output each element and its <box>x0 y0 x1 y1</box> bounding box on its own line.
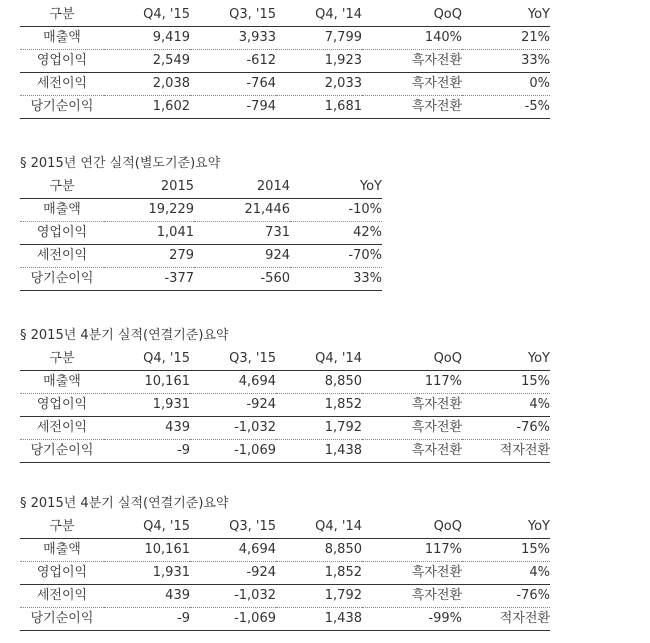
table-row <box>20 96 550 119</box>
cell: -70% <box>290 245 382 268</box>
row-label: 당기순이익 <box>20 268 104 291</box>
table-header-row <box>20 176 382 199</box>
cell: 흑자전환 <box>362 585 462 608</box>
cell: 4,694 <box>190 539 276 562</box>
table-header-row <box>20 348 550 371</box>
header-cell: 2014 <box>194 176 290 199</box>
cell: -76% <box>462 417 550 440</box>
cell: 2,549 <box>104 50 190 73</box>
cell: 흑자전환 <box>362 440 462 463</box>
table-row <box>20 440 550 463</box>
table-row <box>20 371 550 394</box>
cell: -1,032 <box>190 585 276 608</box>
cell: -10% <box>290 199 382 222</box>
cell: -560 <box>194 268 290 291</box>
row-label: 매출액 <box>20 539 104 562</box>
header-cell: 구분 <box>20 348 104 371</box>
cell: 0% <box>462 73 550 96</box>
cell: 1,438 <box>276 440 362 463</box>
cell: 4% <box>462 394 550 417</box>
cell: 10,161 <box>104 539 190 562</box>
cell: 1,438 <box>276 608 362 631</box>
cell: 1,923 <box>276 50 362 73</box>
cell: -1,032 <box>190 417 276 440</box>
cell: 117% <box>362 539 462 562</box>
header-cell: Q3, '15 <box>190 4 276 27</box>
cell: 3,933 <box>190 27 276 50</box>
header-cell: 구분 <box>20 4 104 27</box>
cell: 흑자전환 <box>362 50 462 73</box>
header-cell: Q4, '14 <box>276 4 362 27</box>
quarterly-consolidated-table-2 <box>20 516 550 631</box>
cell: -9 <box>104 608 190 631</box>
table-row <box>20 562 550 585</box>
cell: 4,694 <box>190 371 276 394</box>
table-row <box>20 268 382 291</box>
cell: -99% <box>362 608 462 631</box>
cell: -924 <box>190 562 276 585</box>
header-cell: YoY <box>290 176 382 199</box>
cell: 1,602 <box>104 96 190 119</box>
cell: 439 <box>104 417 190 440</box>
table-header-row <box>20 4 550 27</box>
header-cell: YoY <box>462 348 550 371</box>
table-row <box>20 50 550 73</box>
header-cell: Q4, '15 <box>104 4 190 27</box>
row-label: 당기순이익 <box>20 608 104 631</box>
section-title-quarterly-consolidated-2: § 2015년 4분기 실적(연결기준)요약 <box>20 496 229 511</box>
quarterly-consolidated-table <box>20 348 550 463</box>
cell: 21,446 <box>194 199 290 222</box>
cell: 1,852 <box>276 562 362 585</box>
row-label: 세전이익 <box>20 585 104 608</box>
cell: 1,852 <box>276 394 362 417</box>
section-title-quarterly-consolidated: § 2015년 4분기 실적(연결기준)요약 <box>20 328 229 343</box>
row-label: 세전이익 <box>20 417 104 440</box>
cell: 흑자전환 <box>362 73 462 96</box>
header-cell: Q4, '14 <box>276 516 362 539</box>
header-cell: YoY <box>462 4 550 27</box>
row-label: 세전이익 <box>20 73 104 96</box>
cell: 흑자전환 <box>362 394 462 417</box>
header-cell: Q4, '14 <box>276 348 362 371</box>
cell: 731 <box>194 222 290 245</box>
cell: 19,229 <box>104 199 194 222</box>
cell: 21% <box>462 27 550 50</box>
cell: 흑자전환 <box>362 96 462 119</box>
cell: 1,792 <box>276 417 362 440</box>
table-row <box>20 222 382 245</box>
header-cell: 구분 <box>20 516 104 539</box>
row-label: 매출액 <box>20 371 104 394</box>
cell: 33% <box>290 268 382 291</box>
cell: -612 <box>190 50 276 73</box>
header-cell: QoQ <box>362 348 462 371</box>
cell: 439 <box>104 585 190 608</box>
cell: 42% <box>290 222 382 245</box>
cell: 적자전환 <box>462 608 550 631</box>
row-label: 영업이익 <box>20 394 104 417</box>
table-row <box>20 27 550 50</box>
cell: 흑자전환 <box>362 417 462 440</box>
cell: -76% <box>462 585 550 608</box>
cell: 10,161 <box>104 371 190 394</box>
cell: 1,931 <box>104 394 190 417</box>
cell: -794 <box>190 96 276 119</box>
header-cell: QoQ <box>362 516 462 539</box>
table-row <box>20 394 550 417</box>
cell: 117% <box>362 371 462 394</box>
row-label: 당기순이익 <box>20 440 104 463</box>
header-cell: 2015 <box>104 176 194 199</box>
table-row <box>20 608 550 631</box>
table-row <box>20 245 382 268</box>
annual-table <box>20 176 382 291</box>
cell: 9,419 <box>104 27 190 50</box>
header-cell: Q3, '15 <box>190 516 276 539</box>
table-row <box>20 199 382 222</box>
cell: -1,069 <box>190 608 276 631</box>
row-label: 영업이익 <box>20 562 104 585</box>
cell: 흑자전환 <box>362 562 462 585</box>
table-row <box>20 73 550 96</box>
header-cell: Q4, '15 <box>104 516 190 539</box>
cell: 1,681 <box>276 96 362 119</box>
cell: 2,033 <box>276 73 362 96</box>
header-cell: QoQ <box>362 4 462 27</box>
cell: 적자전환 <box>462 440 550 463</box>
header-cell: Q3, '15 <box>190 348 276 371</box>
cell: -924 <box>190 394 276 417</box>
section-title-annual: § 2015년 연간 실적(별도기준)요약 <box>20 156 221 171</box>
cell: -5% <box>462 96 550 119</box>
cell: 279 <box>104 245 194 268</box>
cell: 8,850 <box>276 371 362 394</box>
table-row <box>20 539 550 562</box>
table-row <box>20 417 550 440</box>
header-cell: YoY <box>462 516 550 539</box>
cell: 7,799 <box>276 27 362 50</box>
cell: -9 <box>104 440 190 463</box>
cell: 15% <box>462 539 550 562</box>
row-label: 영업이익 <box>20 50 104 73</box>
row-label: 매출액 <box>20 199 104 222</box>
row-label: 매출액 <box>20 27 104 50</box>
cell: -1,069 <box>190 440 276 463</box>
header-cell: 구분 <box>20 176 104 199</box>
cell: 1,931 <box>104 562 190 585</box>
row-label: 세전이익 <box>20 245 104 268</box>
cell: 1,041 <box>104 222 194 245</box>
cell: 4% <box>462 562 550 585</box>
cell: 33% <box>462 50 550 73</box>
row-label: 영업이익 <box>20 222 104 245</box>
cell: 140% <box>362 27 462 50</box>
table-header-row <box>20 516 550 539</box>
cell: 15% <box>462 371 550 394</box>
cell: 1,792 <box>276 585 362 608</box>
cell: -377 <box>104 268 194 291</box>
cell: -764 <box>190 73 276 96</box>
cell: 8,850 <box>276 539 362 562</box>
table-row <box>20 585 550 608</box>
cell: 2,038 <box>104 73 190 96</box>
cell: 924 <box>194 245 290 268</box>
header-cell: Q4, '15 <box>104 348 190 371</box>
row-label: 당기순이익 <box>20 96 104 119</box>
quarterly-table-1 <box>20 4 550 119</box>
